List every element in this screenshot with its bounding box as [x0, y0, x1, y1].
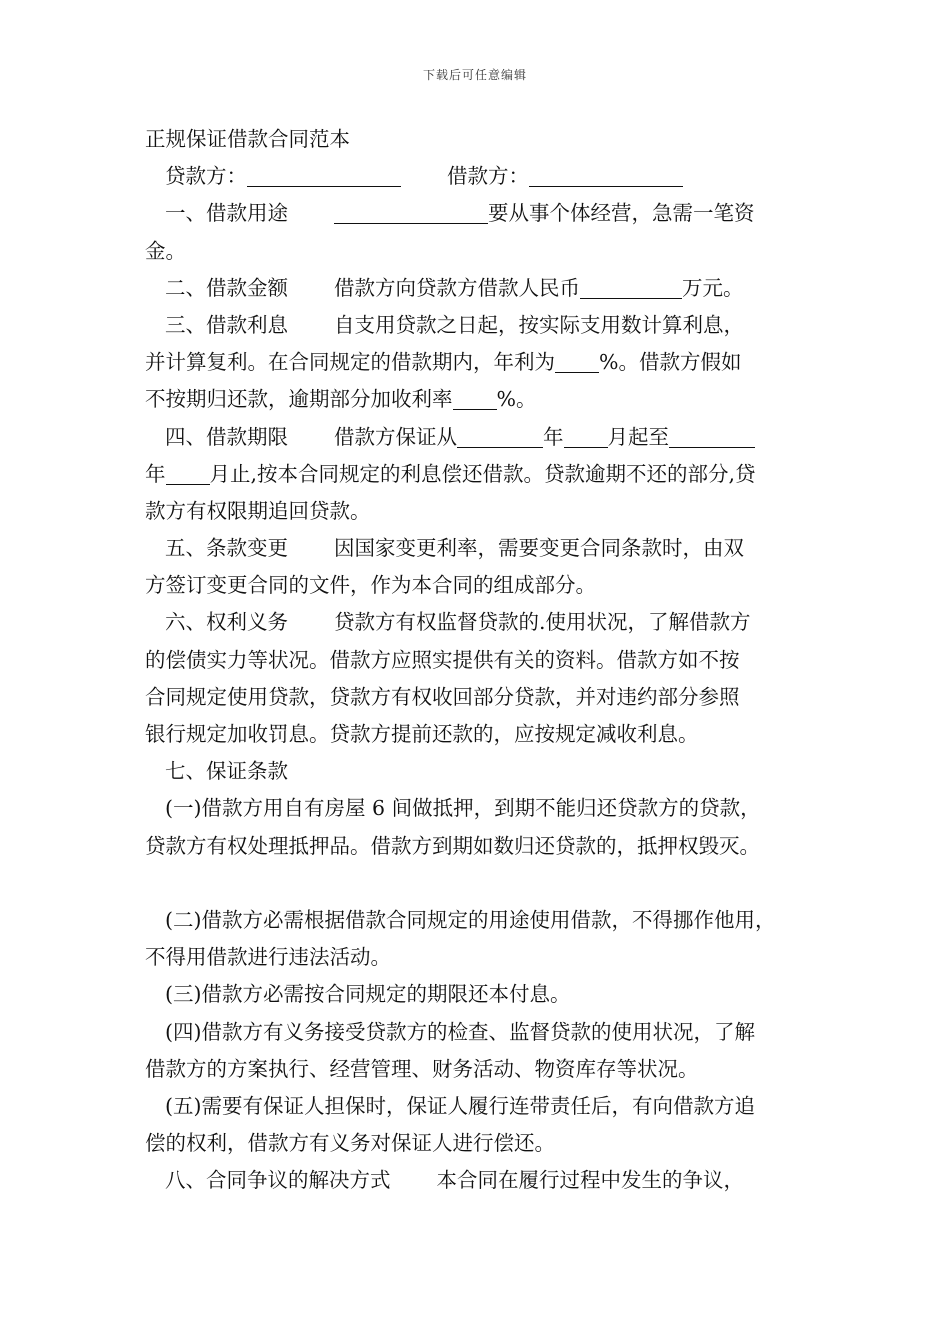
document-title: 正规保证借款合同范本: [145, 127, 350, 151]
blank-line: [145, 865, 825, 902]
section-1-line-2: 金。: [145, 238, 186, 263]
parties-line: [145, 158, 825, 195]
section-4-line-1: 四、借款期限 借款方保证从 年 月起至: [145, 419, 825, 456]
section-2-heading: 二、借款金额: [165, 275, 288, 300]
section-7-item-4-line-2: 借款方的方案执行、经营管理、财务活动、物资库存等状况。: [145, 1056, 699, 1081]
section-7-item-5-line-1: (五)需要有保证人担保时，保证人履行连带责任后，有向借款方追: [165, 1093, 755, 1118]
section-1-line-1: 一、借款用途 要从事个体经营，急需一笔资: [145, 195, 825, 232]
end-month-blank[interactable]: [166, 458, 210, 485]
section-4-heading: 四、借款期限: [165, 424, 288, 449]
section-5-line-2: 方签订变更合同的文件，作为本合同的组成部分。: [145, 573, 596, 598]
section-6-line-3: 合同规定使用贷款，贷款方有权收回部分贷款，并对违约部分参照: [145, 684, 740, 709]
annual-rate-blank[interactable]: [555, 346, 599, 373]
section-7-heading: 七、保证条款: [165, 759, 288, 784]
section-7-item-1-line-1: (一)借款方用自有房屋 6 间做抵押，到期不能归还贷款方的贷款，: [165, 796, 761, 821]
loan-amount-blank[interactable]: [580, 272, 682, 299]
page-header-note: 下载后可任意编辑: [422, 68, 527, 82]
section-4-line-2: 年 月止,按本合同规定的利息偿还借款。贷款逾期不还的部分,贷: [145, 456, 825, 493]
borrower-name-blank[interactable]: [529, 160, 683, 187]
section-3-line-3: 不按期归还款，逾期部分加收利率 %。: [145, 381, 825, 418]
section-7-item-1-line-2: 贷款方有权处理抵押品。借款方到期如数归还贷款的，抵押权毁灭。: [145, 833, 760, 858]
section-5-line-1: 五、条款变更 因国家变更利率，需要变更合同条款时，由双: [165, 536, 744, 561]
section-6-line-1: 六、权利义务 贷款方有权监督贷款的.使用状况，了解借款方: [165, 610, 751, 635]
lender-label: 贷款方：: [165, 164, 247, 189]
end-year-blank[interactable]: [669, 421, 755, 448]
section-6-line-4: 银行规定加收罚息。贷款方提前还款的，应按规定减收利息。: [145, 722, 699, 746]
section-3-heading: 三、借款利息: [165, 312, 288, 337]
section-7-item-2-line-2: 不得用借款进行违法活动。: [145, 945, 391, 970]
section-7-item-4-line-1: (四)借款方有义务接受贷款方的检查、监督贷款的使用状况，了解: [165, 1019, 755, 1044]
section-7-heading-line: [145, 753, 825, 790]
section-8-heading: 八、合同争议的解决方式: [165, 1168, 391, 1193]
section-1-heading: 一、借款用途: [165, 201, 288, 226]
section-7-item-5-line-2: 偿的权利，借款方有义务对保证人进行偿还。: [145, 1131, 555, 1156]
borrower-label: 借款方：: [447, 164, 529, 189]
section-7-item-2-line-1: (二)借款方必需根据借款合同规定的用途使用借款，不得挪作他用，: [165, 907, 776, 932]
section-3-line-1: 三、借款利息 自支用贷款之日起，按实际支用数计算利息，: [165, 312, 744, 337]
section-4-line-3: 款方有权限期追回贷款。: [145, 498, 371, 523]
section-7-item-3-line-1: (三)借款方必需按合同规定的期限还本付息。: [165, 982, 571, 1007]
loan-purpose-blank[interactable]: [334, 197, 488, 224]
document-body: [145, 121, 825, 1199]
section-6-line-2: 的偿债实力等状况。借款方应照实提供有关的资料。借款方如不按: [145, 647, 740, 672]
section-5-heading: 五、条款变更: [165, 536, 288, 561]
start-month-blank[interactable]: [564, 421, 608, 448]
section-2-line-1: 二、借款金额 借款方向贷款方借款人民币 万元。: [145, 270, 825, 307]
section-6-heading: 六、权利义务: [165, 610, 288, 635]
start-year-blank[interactable]: [457, 421, 543, 448]
section-8-line-1: 八、合同争议的解决方式 本合同在履行过程中发生的争议，: [165, 1168, 744, 1193]
section-3-line-2: 并计算复利。在合同规定的借款期内，年利为 %。借款方假如: [145, 344, 825, 381]
lender-name-blank[interactable]: [247, 160, 401, 187]
overdue-rate-blank[interactable]: [453, 383, 497, 410]
